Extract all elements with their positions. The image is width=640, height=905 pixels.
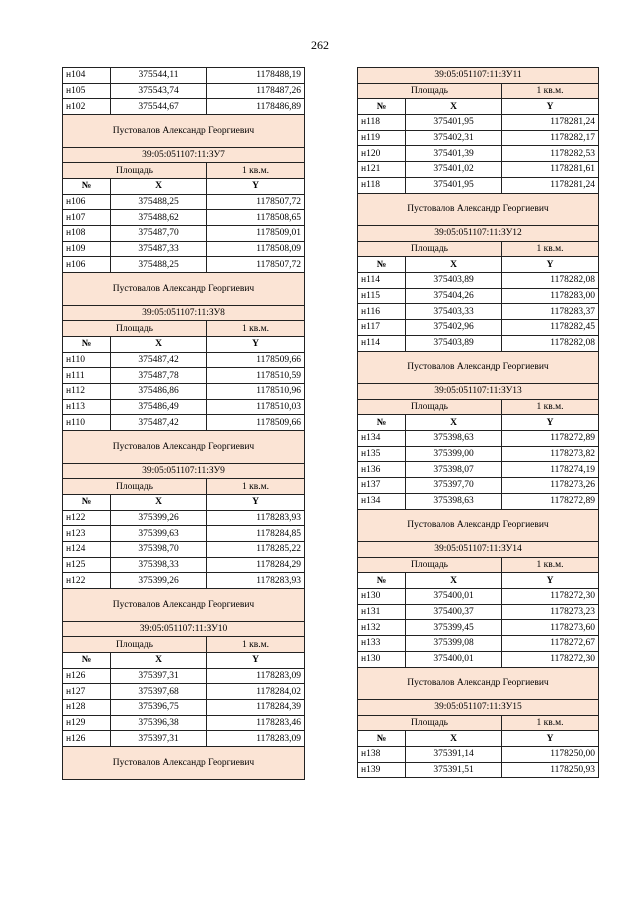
- point-number: н109: [63, 241, 111, 257]
- point-number: н129: [63, 715, 111, 731]
- point-number: н131: [358, 604, 406, 620]
- table-row: [63, 99, 305, 115]
- area-value: 1 кв.м.: [207, 163, 305, 179]
- owner-name: Пустовалов Александр Георгиевич: [63, 115, 305, 148]
- point-number: н134: [358, 493, 406, 509]
- y-coordinate: 1178281,24: [502, 115, 599, 131]
- owner-row: [63, 747, 305, 780]
- area-label: Площадь: [63, 637, 207, 653]
- y-coordinate: 1178283,37: [502, 304, 599, 320]
- y-coordinate: 1178508,65: [207, 210, 305, 226]
- parcel-code: 39:05:051107:11:ЗУ10: [63, 621, 305, 637]
- table-row: [63, 700, 305, 716]
- area-value: 1 кв.м.: [207, 637, 305, 653]
- x-coordinate: 375391,51: [406, 762, 502, 778]
- y-coordinate: 1178488,19: [207, 68, 305, 84]
- table-row: [358, 288, 599, 304]
- area-row: [358, 557, 599, 573]
- parcel-code-row: [63, 305, 305, 321]
- y-coordinate: 1178282,08: [502, 335, 599, 351]
- column-header-row: [358, 257, 599, 273]
- table-row: [63, 557, 305, 573]
- owner-name: Пустовалов Александр Георгиевич: [358, 193, 599, 226]
- x-coordinate: 375402,96: [406, 320, 502, 336]
- x-coordinate: 375398,63: [406, 493, 502, 509]
- x-coordinate: 375402,31: [406, 130, 502, 146]
- table-row: [358, 162, 599, 178]
- x-coordinate: 375404,26: [406, 288, 502, 304]
- y-coordinate: 1178272,30: [502, 589, 599, 605]
- x-coordinate: 375396,38: [111, 715, 207, 731]
- point-number: н115: [358, 288, 406, 304]
- x-coordinate: 375487,78: [111, 368, 207, 384]
- area-row: [358, 399, 599, 415]
- column-header-row: [63, 652, 305, 668]
- table-row: [63, 210, 305, 226]
- y-coordinate: 1178282,45: [502, 320, 599, 336]
- parcel-code: 39:05:051107:11:ЗУ15: [358, 700, 599, 716]
- x-coordinate: 375488,25: [111, 257, 207, 273]
- point-number: н121: [358, 162, 406, 178]
- x-coordinate: 375403,33: [406, 304, 502, 320]
- x-coordinate: 375401,02: [406, 162, 502, 178]
- parcel-code: 39:05:051107:11:ЗУ11: [358, 68, 599, 84]
- point-number: н125: [63, 557, 111, 573]
- area-label: Площадь: [63, 163, 207, 179]
- column-header-x: X: [406, 573, 502, 589]
- point-number: н114: [358, 335, 406, 351]
- x-coordinate: 375403,89: [406, 335, 502, 351]
- point-number: н117: [358, 320, 406, 336]
- owner-name: Пустовалов Александр Георгиевич: [358, 667, 599, 700]
- table-row: [63, 226, 305, 242]
- parcel-code: 39:05:051107:11:ЗУ12: [358, 226, 599, 242]
- y-coordinate: 1178507,72: [207, 257, 305, 273]
- parcel-code-row: [63, 147, 305, 163]
- column-header-number: №: [358, 731, 406, 747]
- parcel-code-row: [358, 700, 599, 716]
- y-coordinate: 1178284,39: [207, 700, 305, 716]
- area-row: [358, 715, 599, 731]
- area-label: Площадь: [358, 557, 502, 573]
- owner-row: [358, 667, 599, 700]
- area-value: 1 кв.м.: [502, 715, 599, 731]
- table-row: [358, 589, 599, 605]
- right-column: [357, 67, 599, 778]
- y-coordinate: 1178273,23: [502, 604, 599, 620]
- x-coordinate: 375399,00: [406, 446, 502, 462]
- coordinates-table-left: [62, 67, 305, 780]
- owner-name: Пустовалов Александр Георгиевич: [63, 431, 305, 464]
- point-number: н136: [358, 462, 406, 478]
- point-number: н104: [63, 68, 111, 84]
- x-coordinate: 375397,31: [111, 731, 207, 747]
- point-number: н134: [358, 431, 406, 447]
- x-coordinate: 375544,67: [111, 99, 207, 115]
- y-coordinate: 1178284,02: [207, 684, 305, 700]
- y-coordinate: 1178281,24: [502, 177, 599, 193]
- point-number: н110: [63, 415, 111, 431]
- area-label: Площадь: [63, 321, 207, 337]
- y-coordinate: 1178509,66: [207, 415, 305, 431]
- point-number: н122: [63, 573, 111, 589]
- point-number: н126: [63, 731, 111, 747]
- column-header-y: Y: [207, 336, 305, 352]
- parcel-code: 39:05:051107:11:ЗУ14: [358, 542, 599, 558]
- x-coordinate: 375400,01: [406, 651, 502, 667]
- point-number: н116: [358, 304, 406, 320]
- area-label: Площадь: [358, 715, 502, 731]
- page-number: 262: [311, 38, 329, 52]
- column-header-y: Y: [207, 652, 305, 668]
- x-coordinate: 375397,31: [111, 668, 207, 684]
- table-row: [358, 304, 599, 320]
- column-header-row: [358, 573, 599, 589]
- y-coordinate: 1178272,89: [502, 431, 599, 447]
- y-coordinate: 1178250,00: [502, 747, 599, 763]
- y-coordinate: 1178272,89: [502, 493, 599, 509]
- owner-row: [63, 589, 305, 622]
- table-row: [63, 573, 305, 589]
- parcel-code: 39:05:051107:11:ЗУ7: [63, 147, 305, 163]
- table-row: [358, 762, 599, 778]
- column-header-number: №: [63, 178, 111, 194]
- owner-name: Пустовалов Александр Георгиевич: [63, 747, 305, 780]
- x-coordinate: 375399,63: [111, 526, 207, 542]
- point-number: н114: [358, 273, 406, 289]
- area-row: [63, 163, 305, 179]
- table-row: [358, 462, 599, 478]
- y-coordinate: 1178507,72: [207, 194, 305, 210]
- table-row: [358, 636, 599, 652]
- column-header-number: №: [63, 336, 111, 352]
- column-header-y: Y: [502, 257, 599, 273]
- parcel-code: 39:05:051107:11:ЗУ9: [63, 463, 305, 479]
- y-coordinate: 1178285,22: [207, 542, 305, 558]
- owner-row: [358, 193, 599, 226]
- point-number: н135: [358, 446, 406, 462]
- y-coordinate: 1178509,01: [207, 226, 305, 242]
- column-header-number: №: [63, 494, 111, 510]
- x-coordinate: 375400,01: [406, 589, 502, 605]
- point-number: н118: [358, 115, 406, 131]
- x-coordinate: 375401,39: [406, 146, 502, 162]
- point-number: н130: [358, 589, 406, 605]
- table-row: [63, 731, 305, 747]
- table-row: [63, 415, 305, 431]
- table-row: [63, 68, 305, 84]
- table-row: [63, 715, 305, 731]
- table-row: [63, 368, 305, 384]
- y-coordinate: 1178283,00: [502, 288, 599, 304]
- area-value: 1 кв.м.: [502, 241, 599, 257]
- x-coordinate: 375486,49: [111, 399, 207, 415]
- point-number: н112: [63, 384, 111, 400]
- point-number: н102: [63, 99, 111, 115]
- column-header-x: X: [111, 178, 207, 194]
- x-coordinate: 375399,26: [111, 573, 207, 589]
- coordinates-table-right: [357, 67, 599, 778]
- y-coordinate: 1178272,30: [502, 651, 599, 667]
- column-header-y: Y: [502, 573, 599, 589]
- parcel-code-row: [63, 463, 305, 479]
- point-number: н110: [63, 352, 111, 368]
- x-coordinate: 375396,75: [111, 700, 207, 716]
- x-coordinate: 375391,14: [406, 747, 502, 763]
- area-label: Площадь: [63, 479, 207, 495]
- point-number: н133: [358, 636, 406, 652]
- column-header-row: [358, 731, 599, 747]
- x-coordinate: 375399,45: [406, 620, 502, 636]
- x-coordinate: 375487,42: [111, 415, 207, 431]
- table-row: [63, 542, 305, 558]
- point-number: н108: [63, 226, 111, 242]
- table-row: [358, 431, 599, 447]
- column-header-x: X: [111, 336, 207, 352]
- area-row: [358, 241, 599, 257]
- x-coordinate: 375398,70: [111, 542, 207, 558]
- area-value: 1 кв.м.: [502, 83, 599, 99]
- point-number: н106: [63, 257, 111, 273]
- column-header-x: X: [406, 731, 502, 747]
- x-coordinate: 375487,70: [111, 226, 207, 242]
- point-number: н120: [358, 146, 406, 162]
- y-coordinate: 1178509,66: [207, 352, 305, 368]
- table-row: [358, 146, 599, 162]
- x-coordinate: 375543,74: [111, 83, 207, 99]
- y-coordinate: 1178487,26: [207, 83, 305, 99]
- owner-row: [358, 351, 599, 384]
- x-coordinate: 375399,26: [111, 510, 207, 526]
- y-coordinate: 1178284,29: [207, 557, 305, 573]
- parcel-code-row: [63, 621, 305, 637]
- left-column: [62, 67, 305, 780]
- table-row: [63, 384, 305, 400]
- owner-name: Пустовалов Александр Георгиевич: [63, 273, 305, 306]
- point-number: н107: [63, 210, 111, 226]
- table-row: [358, 478, 599, 494]
- area-row: [358, 83, 599, 99]
- x-coordinate: 375397,68: [111, 684, 207, 700]
- x-coordinate: 375487,33: [111, 241, 207, 257]
- owner-row: [63, 115, 305, 148]
- point-number: н139: [358, 762, 406, 778]
- column-header-number: №: [358, 257, 406, 273]
- owner-row: [63, 273, 305, 306]
- table-row: [358, 651, 599, 667]
- point-number: н132: [358, 620, 406, 636]
- x-coordinate: 375398,63: [406, 431, 502, 447]
- y-coordinate: 1178283,46: [207, 715, 305, 731]
- y-coordinate: 1178510,96: [207, 384, 305, 400]
- area-label: Площадь: [358, 399, 502, 415]
- owner-row: [63, 431, 305, 464]
- table-row: [63, 257, 305, 273]
- x-coordinate: 375401,95: [406, 115, 502, 131]
- table-row: [358, 273, 599, 289]
- point-number: н111: [63, 368, 111, 384]
- column-header-row: [358, 415, 599, 431]
- x-coordinate: 375398,07: [406, 462, 502, 478]
- point-number: н137: [358, 478, 406, 494]
- table-row: [63, 241, 305, 257]
- table-row: [358, 115, 599, 131]
- point-number: н130: [358, 651, 406, 667]
- column-header-y: Y: [502, 731, 599, 747]
- x-coordinate: 375544,11: [111, 68, 207, 84]
- table-row: [358, 130, 599, 146]
- owner-name: Пустовалов Александр Георгиевич: [358, 351, 599, 384]
- y-coordinate: 1178283,93: [207, 510, 305, 526]
- area-label: Площадь: [358, 241, 502, 257]
- table-row: [358, 177, 599, 193]
- table-row: [63, 83, 305, 99]
- y-coordinate: 1178284,85: [207, 526, 305, 542]
- column-header-number: №: [358, 573, 406, 589]
- point-number: н118: [358, 177, 406, 193]
- table-row: [358, 747, 599, 763]
- area-row: [63, 479, 305, 495]
- y-coordinate: 1178282,17: [502, 130, 599, 146]
- x-coordinate: 375488,25: [111, 194, 207, 210]
- column-header-x: X: [406, 257, 502, 273]
- column-header-row: [63, 494, 305, 510]
- owner-name: Пустовалов Александр Георгиевич: [358, 509, 599, 542]
- column-header-x: X: [111, 652, 207, 668]
- point-number: н105: [63, 83, 111, 99]
- column-header-y: Y: [502, 415, 599, 431]
- point-number: н119: [358, 130, 406, 146]
- parcel-code-row: [358, 68, 599, 84]
- y-coordinate: 1178508,09: [207, 241, 305, 257]
- y-coordinate: 1178272,67: [502, 636, 599, 652]
- y-coordinate: 1178273,26: [502, 478, 599, 494]
- table-row: [358, 604, 599, 620]
- x-coordinate: 375403,89: [406, 273, 502, 289]
- x-coordinate: 375399,08: [406, 636, 502, 652]
- point-number: н124: [63, 542, 111, 558]
- y-coordinate: 1178273,82: [502, 446, 599, 462]
- table-row: [358, 335, 599, 351]
- y-coordinate: 1178274,19: [502, 462, 599, 478]
- x-coordinate: 375398,33: [111, 557, 207, 573]
- table-row: [358, 493, 599, 509]
- parcel-code-row: [358, 542, 599, 558]
- y-coordinate: 1178281,61: [502, 162, 599, 178]
- table-row: [63, 668, 305, 684]
- point-number: н106: [63, 194, 111, 210]
- area-value: 1 кв.м.: [207, 321, 305, 337]
- x-coordinate: 375486,86: [111, 384, 207, 400]
- y-coordinate: 1178282,08: [502, 273, 599, 289]
- y-coordinate: 1178273,60: [502, 620, 599, 636]
- table-row: [63, 684, 305, 700]
- column-header-row: [63, 336, 305, 352]
- area-value: 1 кв.м.: [207, 479, 305, 495]
- column-header-number: №: [63, 652, 111, 668]
- column-header-y: Y: [207, 178, 305, 194]
- column-header-y: Y: [207, 494, 305, 510]
- point-number: н122: [63, 510, 111, 526]
- table-row: [358, 320, 599, 336]
- table-row: [63, 510, 305, 526]
- table-row: [358, 446, 599, 462]
- y-coordinate: 1178486,89: [207, 99, 305, 115]
- column-header-x: X: [111, 494, 207, 510]
- point-number: н127: [63, 684, 111, 700]
- table-row: [358, 620, 599, 636]
- point-number: н126: [63, 668, 111, 684]
- y-coordinate: 1178283,09: [207, 731, 305, 747]
- point-number: н128: [63, 700, 111, 716]
- table-row: [63, 526, 305, 542]
- y-coordinate: 1178283,93: [207, 573, 305, 589]
- x-coordinate: 375487,42: [111, 352, 207, 368]
- parcel-code-row: [358, 226, 599, 242]
- area-row: [63, 637, 305, 653]
- y-coordinate: 1178282,53: [502, 146, 599, 162]
- column-header-row: [358, 99, 599, 115]
- owner-row: [358, 509, 599, 542]
- column-header-x: X: [406, 99, 502, 115]
- y-coordinate: 1178283,09: [207, 668, 305, 684]
- area-row: [63, 321, 305, 337]
- x-coordinate: 375400,37: [406, 604, 502, 620]
- column-header-x: X: [406, 415, 502, 431]
- column-header-y: Y: [502, 99, 599, 115]
- column-header-row: [63, 178, 305, 194]
- point-number: н113: [63, 399, 111, 415]
- table-row: [63, 194, 305, 210]
- parcel-code-row: [358, 384, 599, 400]
- column-header-number: №: [358, 99, 406, 115]
- area-value: 1 кв.м.: [502, 399, 599, 415]
- point-number: н138: [358, 747, 406, 763]
- column-header-number: №: [358, 415, 406, 431]
- y-coordinate: 1178250,93: [502, 762, 599, 778]
- x-coordinate: 375488,62: [111, 210, 207, 226]
- parcel-code: 39:05:051107:11:ЗУ13: [358, 384, 599, 400]
- table-row: [63, 352, 305, 368]
- area-label: Площадь: [358, 83, 502, 99]
- x-coordinate: 375401,95: [406, 177, 502, 193]
- owner-name: Пустовалов Александр Георгиевич: [63, 589, 305, 622]
- x-coordinate: 375397,70: [406, 478, 502, 494]
- y-coordinate: 1178510,03: [207, 399, 305, 415]
- parcel-code: 39:05:051107:11:ЗУ8: [63, 305, 305, 321]
- table-row: [63, 399, 305, 415]
- point-number: н123: [63, 526, 111, 542]
- area-value: 1 кв.м.: [502, 557, 599, 573]
- y-coordinate: 1178510,59: [207, 368, 305, 384]
